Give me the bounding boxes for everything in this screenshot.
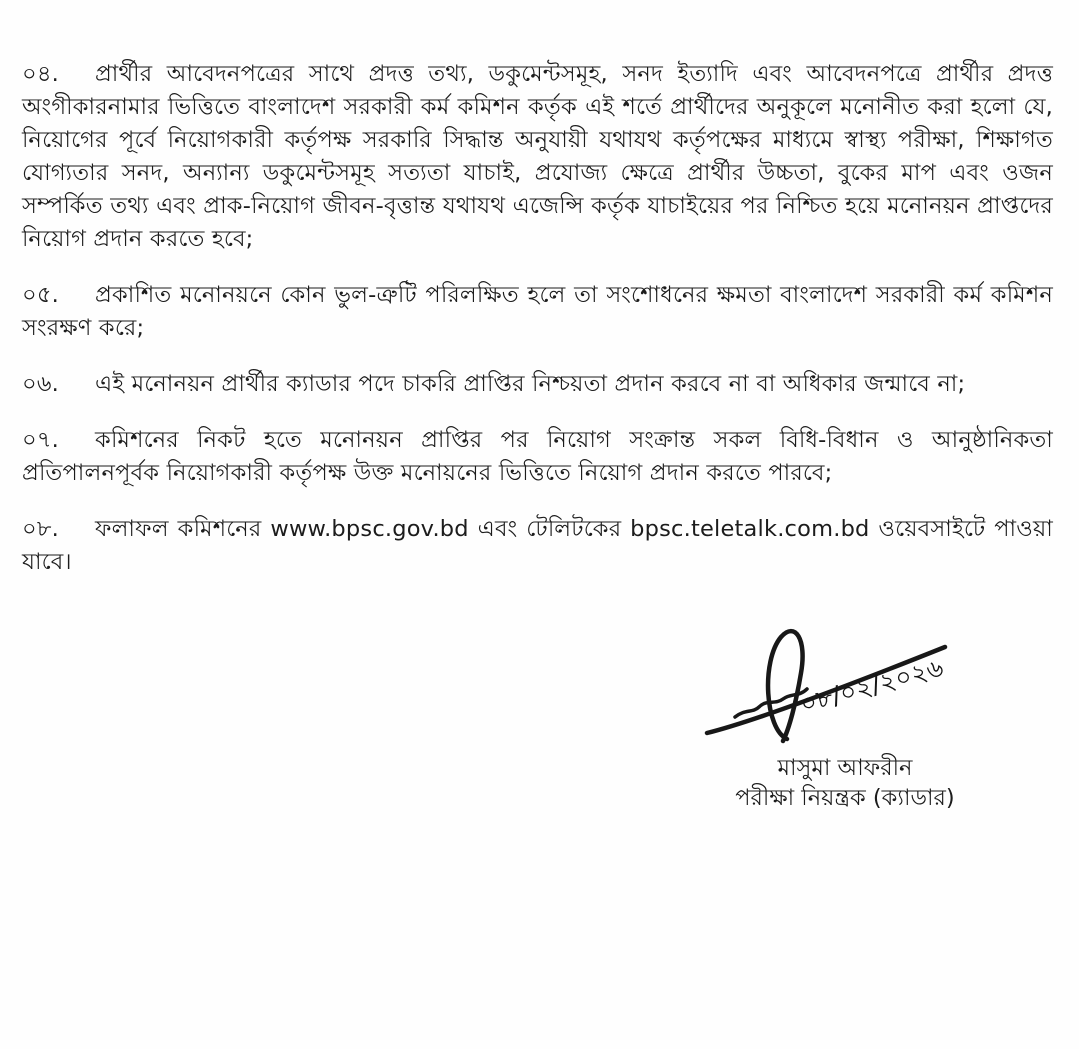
clause-04 [22, 58, 1053, 256]
clause-07-text: কমিশনের নিকট হতে মনোনয়ন প্রাপ্তির পর নিয়োগ সংক্রান্ত সকল বিধি-বিধান ও আনুষ্ঠানিকতা প্রতিপালনপূর্বক নিয়োগকারী কর্তৃপক্ষ উক্ত মনোয়নের ভিত্তিতে নিয়োগ প্রদান করতে পারবে; [22, 427, 1053, 486]
clause-05-text: প্রকাশিত মনোনয়নে কোন ভুল-ত্রুটি পরিলক্ষিত হলে তা সংশোধনের ক্ষমতা বাংলাদেশ সরকারী কর্ম কমিশন সংরক্ষণ করে; [22, 282, 1053, 341]
signature-image [695, 621, 995, 749]
clause-08-text: ফলাফল কমিশনের www.bpsc.gov.bd এবং টেলিটকের bpsc.teletalk.com.bd ওয়েবসাইটে পাওয়া যাবে। [22, 516, 1053, 575]
signature-stroke-loop [768, 631, 803, 741]
clause-08 [22, 513, 1053, 579]
signature-inner [675, 621, 1015, 813]
clause-05-number: ০৫. [22, 282, 59, 308]
clause-06-number: ০৬. [22, 371, 60, 397]
clause-06-text: এই মনোনয়ন প্রার্থীর ক্যাডার পদে চাকরি প্রাপ্তির নিশ্চয়তা প্রদান করবে না বা অধিকার জন্মাবে না; [95, 371, 966, 397]
signature-block [22, 621, 1053, 813]
clause-04-number: ০৪. [22, 61, 59, 87]
clause-07-number: ০৭. [22, 427, 60, 453]
signatory-title: পরীক্ষা নিয়ন্ত্রক (ক্যাডার) [735, 785, 955, 811]
signatory-name: মাসুমা আফরীন [777, 755, 913, 781]
signature-date-text: ০৮/০২/২০২৬ [797, 652, 947, 719]
clause-08-number: ০৮. [22, 516, 59, 542]
clause-05 [22, 279, 1053, 345]
clause-06 [22, 368, 1053, 401]
clause-04-text: প্রার্থীর আবেদনপত্রের সাথে প্রদত্ত তথ্য, ডকুমেন্টসমূহ, সনদ ইত্যাদি এবং আবেদনপত্রে প্রার্থীর প্রদত্ত অংগীকারনামার ভিত্তিতে বাংলাদেশ সরকারী কর্ম কমিশন কর্তৃক এই শর্তে প্রার্থীদের অনুকূলে মনোনীত করা হলো যে, নিয়োগের পূর্বে নিয়োগকারী কর্তৃপক্ষ সরকারি সিদ্ধান্ত অনুযায়ী যথাযথ কর্তৃপক্ষের মাধ্যমে স্বাস্থ্য পরীক্ষা, শিক্ষাগত যোগ্যতার সনদ, অন্যান্য ডকুমেন্টসমূহ সত্যতা যাচাই, প্রযোজ্য ক্ষেত্রে প্রার্থীর উচ্চতা, বুকের মাপ এবং ওজন সম্পর্কিত তথ্য এবং প্রাক-নিয়োগ জীবন-বৃত্তান্ত যথাযথ এজেন্সি কর্তৃক যাচাইয়ের পর নিশ্চিত হয়ে মনোনয়ন প্রাপ্তদের নিয়োগ প্রদান করতে হবে; [22, 61, 1053, 252]
clause-07 [22, 424, 1053, 490]
